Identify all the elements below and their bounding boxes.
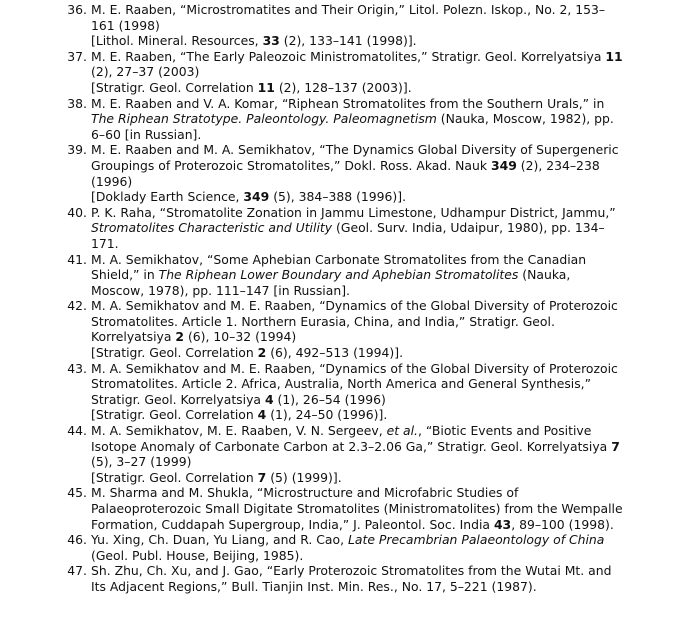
reference-number: 47. [67, 563, 87, 579]
reference-text [91, 252, 586, 298]
reference-segment: (Geol. Surv. India, Udaipur, 1980), pp. 134–171. [91, 220, 605, 251]
reference-segment: (Nauka, Moscow, 1982), pp. 6–60 [in Russian]. [91, 111, 614, 142]
reference-list [66, 2, 626, 595]
reference-segment: [Doklady Earth Science, [91, 189, 244, 205]
reference-item [66, 532, 626, 563]
reference-segment: [Stratigr. Geol. Correlation [91, 407, 258, 423]
volume-number: 349 [243, 189, 270, 205]
reference-segment: [Lithol. Mineral. Resources, [91, 33, 263, 49]
reference-item [66, 298, 626, 360]
reference-segment: (2), 27–37 (2003) [91, 64, 200, 80]
volume-number: 11 [257, 79, 275, 95]
reference-item [66, 485, 626, 532]
reference-segment: (Nauka, Moscow, 1978), pp. 111–147 [in Russian]. [91, 267, 571, 298]
volume-number: 11 [605, 48, 623, 64]
reference-number: 44. [67, 423, 87, 439]
reference-segment: M. E. Raaben, “Microstromatites and Their Origin,” Litol. Polezn. Iskop., No. 2, 153–161 (1998) [91, 2, 606, 33]
reference-segment: Yu. Xing, Ch. Duan, Yu Liang, and R. Cao, [91, 532, 348, 548]
et-al-text: et al. [386, 423, 418, 439]
reference-number: 39. [67, 142, 87, 158]
reference-number: 41. [67, 251, 87, 267]
reference-segment: (6), 10–32 (1994) [184, 329, 297, 345]
reference-segment: (5), 384–388 (1996)]. [269, 189, 407, 205]
reference-segment: M. A. Semikhatov and M. E. Raaben, “Dynamics of the Global Diversity of Proterozoic Stromatolites. Article 2. Africa, Australia, North America and General Synthesis,” Stratigr. Geol. Korrelyatsiya [91, 360, 618, 407]
reference-segment: (5), 3–27 (1999) [91, 454, 192, 470]
reference-segment: (2), 133–141 (1998)]. [279, 33, 417, 49]
reference-number: 46. [67, 532, 87, 548]
reference-item [66, 563, 626, 594]
book-title: The Riphean Stratotype. Paleontology. Paleomagnetism [91, 111, 437, 127]
reference-number: 37. [67, 48, 87, 64]
reference-text [91, 49, 623, 95]
volume-number: 33 [262, 33, 280, 49]
book-title: Stromatolites Characteristic and Utility [91, 220, 333, 236]
reference-number: 43. [67, 360, 87, 376]
book-title: The Riphean Lower Boundary and Aphebian Stromatolites [158, 267, 519, 283]
reference-text [91, 205, 616, 251]
reference-text [91, 298, 618, 360]
book-title: Late Precambrian Palaeontology of China [347, 532, 605, 548]
reference-number: 45. [67, 485, 87, 501]
reference-segment: [Stratigr. Geol. Correlation [91, 79, 258, 95]
reference-text [91, 142, 619, 204]
reference-segment: (2), 128–137 (2003)]. [274, 79, 412, 95]
reference-item [66, 49, 626, 96]
reference-text [91, 485, 623, 531]
reference-segment: M. Sharma and M. Shukla, “Microstructure and Microfabric Studies of Palaeoproterozoic Small Digitate Stromatolites (Ministromatolites) from the Wempalle Formation, Cuddapah Supergroup, India,” J. Paleontol. Soc. India [91, 485, 623, 532]
reference-segment: M. A. Semikhatov, “Some Aphebian Carbonate Stromatolites from the Canadian Shield,” in [91, 251, 587, 283]
reference-item [66, 252, 626, 299]
reference-number: 38. [67, 95, 87, 111]
reference-segment: M. E. Raaben and V. A. Komar, “Riphean Stromatolites from the Southern Urals,” in [91, 95, 605, 111]
reference-segment: (2), 234–238 (1996) [91, 157, 600, 189]
reference-segment: (5) (1999)]. [266, 469, 342, 485]
reference-segment: [Stratigr. Geol. Correlation [91, 345, 258, 361]
reference-item [66, 142, 626, 204]
reference-segment: , “Biotic Events and Positive Isotope Anomaly of Carbonate Carbon at 2.3–2.06 Ga,” Stratigr. Geol. Korrelyatsiya [91, 423, 612, 454]
reference-segment: M. E. Raaben, “The Early Paleozoic Ministromatolites,” Stratigr. Geol. Korrelyatsiya [91, 48, 606, 64]
reference-segment: [Stratigr. Geol. Correlation [91, 469, 258, 485]
reference-text [91, 563, 611, 594]
reference-segment: (6), 492–513 (1994)]. [266, 345, 404, 361]
reference-segment: Sh. Zhu, Ch. Xu, and J. Gao, “Early Proterozoic Stromatolites from the Wutai Mt. and Its Adjacent Regions,” Bull. Tianjin Inst. Min. Res., No. 17, 5–221 (1987). [91, 563, 612, 594]
reference-text [91, 361, 618, 423]
reference-number: 36. [67, 2, 87, 17]
reference-text [91, 532, 604, 563]
reference-segment: , 89–100 (1998). [511, 516, 614, 532]
volume-number: 2 [175, 329, 185, 345]
reference-number: 42. [67, 298, 87, 314]
reference-segment: M. A. Semikhatov and M. E. Raaben, “Dynamics of the Global Diversity of Proterozoic Stromatolites. Article 1. Northern Eurasia, China, and India,” Stratigr. Geol. Korrelyatsiya [91, 298, 618, 345]
volume-number: 2 [257, 345, 267, 361]
reference-text [91, 423, 620, 485]
reference-segment: (1), 24–50 (1996)]. [266, 407, 388, 423]
reference-segment: M. E. Raaben and M. A. Semikhatov, “The Dynamics Global Diversity of Supergeneric Groupings of Proterozoic Stromatolites,” Dokl. Ross. Akad. Nauk [91, 142, 619, 173]
reference-item [66, 361, 626, 423]
volume-number: 4 [264, 391, 274, 407]
reference-item [66, 2, 626, 49]
volume-number: 43 [493, 516, 512, 532]
reference-item [66, 423, 626, 485]
reference-segment: (Geol. Publ. House, Beijing, 1985). [91, 547, 304, 563]
reference-segment: (1), 26–54 (1996) [273, 391, 386, 407]
volume-number: 7 [611, 438, 620, 454]
volume-number: 349 [490, 157, 517, 173]
volume-number: 4 [257, 407, 267, 423]
volume-number: 7 [257, 469, 267, 485]
reference-text [91, 2, 605, 48]
reference-item [66, 205, 626, 252]
reference-text [91, 96, 614, 142]
reference-segment: M. A. Semikhatov, M. E. Raaben, V. N. Sergeev, [91, 423, 387, 439]
reference-segment: P. K. Raha, “Stromatolite Zonation in Jammu Limestone, Udhampur District, Jammu,” [91, 204, 616, 220]
reference-number: 40. [67, 204, 87, 220]
reference-item [66, 96, 626, 143]
